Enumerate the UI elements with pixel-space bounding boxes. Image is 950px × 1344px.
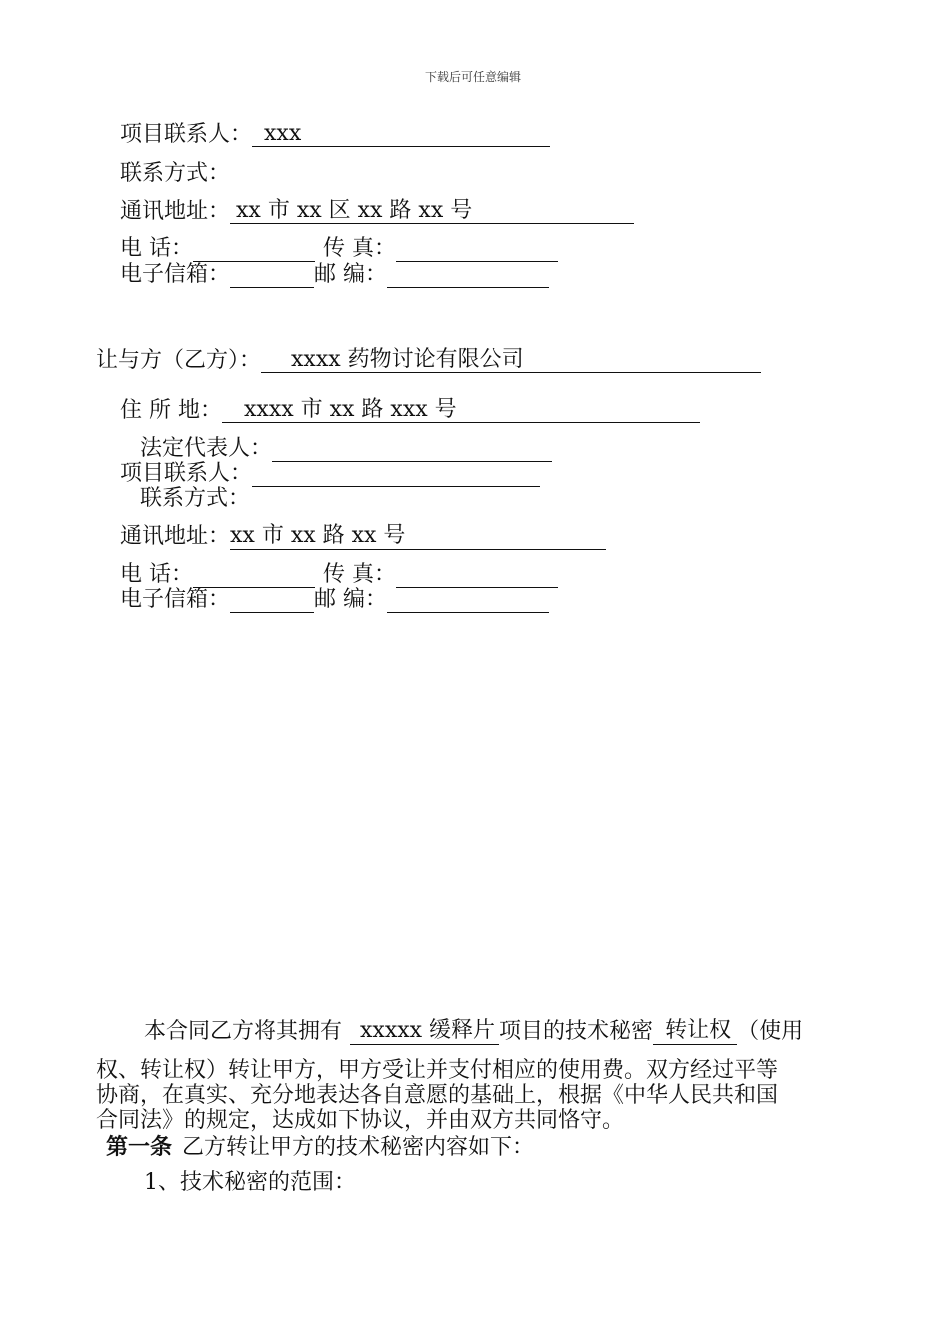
item-1: 1、技术秘密的范围： <box>144 1170 356 1195</box>
party-b-postcode-label: 邮 编： <box>314 587 388 612</box>
party-a-project-contact-value: xxx <box>264 121 302 146</box>
party-b-project-contact-label: 项目联系人： <box>120 461 253 486</box>
party-b-title-field[interactable] <box>261 348 761 373</box>
party-a-contact-method-label: 联系方式： <box>120 161 231 186</box>
article-1-title: 第一条 <box>106 1134 173 1160</box>
party-a-phone-fax-row <box>120 236 558 262</box>
intro-part-1: 本合同乙方将其拥有 <box>144 1019 343 1044</box>
intro-right-value: 转让权 <box>665 1018 732 1043</box>
party-b-email-label: 电子信箱： <box>120 587 231 612</box>
party-b-fax-label: 传 真： <box>323 562 396 587</box>
party-b-contact-method-label: 联系方式： <box>140 486 251 511</box>
intro-part-3: （使用 <box>737 1019 804 1044</box>
page-header-note: 下载后可任意编辑 <box>425 70 522 84</box>
party-a-postcode-label: 邮 编： <box>314 262 388 287</box>
party-b-project-contact-row <box>120 461 540 487</box>
party-b-email-field[interactable] <box>230 587 314 613</box>
article-1-row <box>106 1134 534 1161</box>
party-b-mail-address-row <box>120 524 606 550</box>
party-a-fax-label: 传 真： <box>323 236 396 261</box>
party-b-phone-label: 电 话： <box>120 562 193 587</box>
party-b-legal-rep-row <box>140 436 552 462</box>
party-a-email-postcode-row <box>120 262 549 288</box>
party-a-project-contact-row <box>120 122 550 148</box>
party-a-project-contact-field[interactable] <box>252 122 550 147</box>
party-b-project-contact-field[interactable] <box>252 461 540 487</box>
party-a-fax-field[interactable] <box>396 236 558 262</box>
party-a-email-label: 电子信箱： <box>120 262 231 287</box>
party-b-fax-field[interactable] <box>396 562 558 588</box>
party-b-title-value: xxxx 药物讨论有限公司 <box>291 347 524 372</box>
intro-line-3: 协商，在真实、充分地表达各自意愿的基础上，根据《中华人民共和国 <box>96 1083 779 1108</box>
intro-right-field <box>653 1019 737 1045</box>
party-a-mail-address-row <box>120 199 634 225</box>
intro-line-2: 权、转让权）转让甲方，甲方受让并支付相应的使用费。双方经过平等 <box>96 1058 779 1083</box>
party-b-phone-fax-row <box>120 562 558 588</box>
party-a-email-field[interactable] <box>230 262 314 288</box>
party-b-phone-field[interactable] <box>193 562 315 588</box>
intro-project-field <box>350 1019 499 1045</box>
party-b-residence-label: 住 所 地： <box>120 398 222 423</box>
party-a-mail-address-field[interactable] <box>230 199 634 224</box>
party-b-residence-field[interactable] <box>222 398 700 423</box>
article-1-text: 乙方转让甲方的技术秘密内容如下： <box>182 1135 535 1160</box>
party-b-legal-rep-field[interactable] <box>272 436 552 462</box>
party-a-mail-address-label: 通讯地址： <box>120 199 231 224</box>
party-a-phone-label: 电 话： <box>120 236 193 261</box>
party-a-phone-field[interactable] <box>193 236 315 262</box>
party-a-project-contact-label: 项目联系人： <box>120 122 253 147</box>
party-b-email-postcode-row <box>120 587 549 613</box>
party-b-title-row <box>96 348 761 374</box>
intro-project-value: xxxxx 缓释片 <box>360 1018 496 1043</box>
party-b-mail-address-label: 通讯地址： <box>120 524 231 549</box>
party-b-legal-rep-label: 法定代表人： <box>140 436 273 461</box>
intro-part-2: 项目的技术秘密 <box>499 1019 654 1044</box>
intro-line-1 <box>144 1019 803 1045</box>
party-b-residence-value: xxxx 市 xx 路 xxx 号 <box>244 397 457 422</box>
intro-line-4: 合同法》的规定，达成如下协议，并由双方共同恪守。 <box>96 1108 625 1133</box>
party-b-postcode-field[interactable] <box>387 587 549 613</box>
party-b-residence-row <box>120 398 700 424</box>
party-a-mail-address-value: xx 市 xx 区 xx 路 xx 号 <box>236 198 473 223</box>
party-a-postcode-field[interactable] <box>387 262 549 288</box>
party-b-mail-address-value: xx 市 xx 路 xx 号 <box>230 523 406 548</box>
party-b-title-label: 让与方（乙方）： <box>96 348 262 373</box>
party-b-mail-address-field[interactable] <box>230 524 606 550</box>
